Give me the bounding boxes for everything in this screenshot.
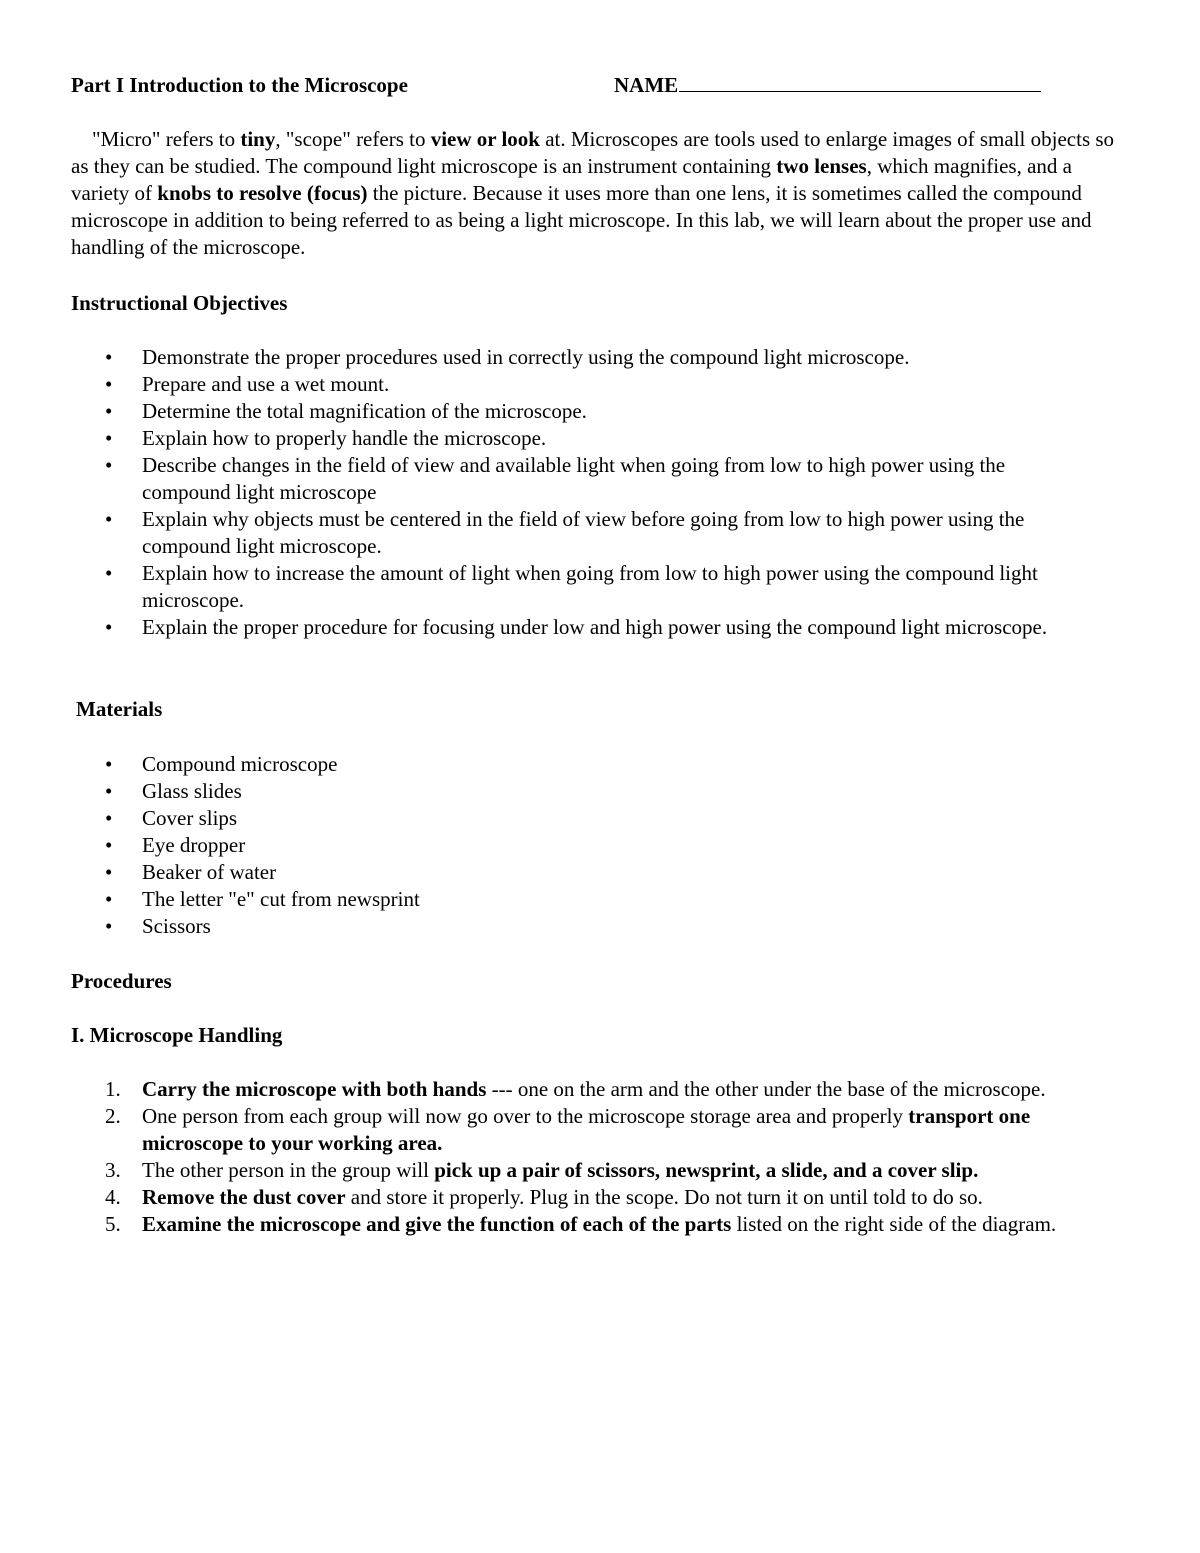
- procedures-heading: Procedures: [71, 969, 172, 993]
- step-number: 3.: [105, 1158, 121, 1182]
- bullet-marker: •: [105, 779, 113, 803]
- step-emphasis: pick up a pair of scissors, newsprint, a slide, and a cover slip.: [434, 1158, 979, 1182]
- material-text: Beaker of water: [142, 860, 277, 884]
- intro-emphasis: knobs to resolve (focus): [157, 181, 368, 205]
- procedure-steps-list: [71, 1076, 1061, 1238]
- list-item: [71, 1103, 1061, 1157]
- step-text: listed on the right side of the diagram.: [731, 1212, 1057, 1236]
- intro-emphasis: tiny: [240, 127, 276, 151]
- bullet-marker: •: [105, 426, 113, 450]
- list-item: [71, 398, 1061, 425]
- bullet-marker: •: [105, 345, 113, 369]
- document-header: [71, 72, 1131, 99]
- materials-heading: Materials: [76, 697, 163, 721]
- microscope-handling-heading: I. Microscope Handling: [71, 1023, 283, 1047]
- list-item: [71, 805, 1061, 832]
- list-item: [71, 1184, 1061, 1211]
- list-item: [71, 1211, 1061, 1238]
- list-item: [71, 859, 1061, 886]
- step-number: 1.: [105, 1077, 121, 1101]
- material-text: The letter "e" cut from newsprint: [142, 887, 420, 911]
- list-item: [71, 1157, 1061, 1184]
- bullet-marker: •: [105, 399, 113, 423]
- step-emphasis: transport one microscope to your working area.: [142, 1104, 1031, 1155]
- material-text: Compound microscope: [142, 752, 338, 776]
- intro-emphasis: two lenses: [776, 154, 867, 178]
- document-title: Part I Introduction to the Microscope: [71, 73, 408, 97]
- bullet-marker: •: [105, 914, 113, 938]
- list-item: [71, 425, 1061, 452]
- step-emphasis: Examine the microscope and give the function of each of the parts: [142, 1212, 732, 1236]
- list-item: [71, 344, 1061, 371]
- bullet-marker: •: [105, 561, 113, 585]
- list-item: [71, 614, 1061, 641]
- list-item: [71, 751, 1061, 778]
- step-number: 5.: [105, 1212, 121, 1236]
- step-number: 4.: [105, 1185, 121, 1209]
- materials-list: [71, 751, 1061, 940]
- list-item: [71, 913, 1061, 940]
- objective-text: Explain why objects must be centered in the field of view before going from low to high power using the compound light microscope.: [142, 507, 1025, 558]
- objective-text: Explain how to properly handle the microscope.: [142, 426, 547, 450]
- list-item: [71, 560, 1061, 614]
- material-text: Eye dropper: [142, 833, 246, 857]
- list-item: [71, 778, 1061, 805]
- material-text: Scissors: [142, 914, 211, 938]
- step-text: and store it properly. Plug in the scope. Do not turn it on until told to do so.: [345, 1185, 983, 1209]
- objectives-heading: Instructional Objectives: [71, 291, 288, 315]
- bullet-marker: •: [105, 860, 113, 884]
- material-text: Glass slides: [142, 779, 242, 803]
- step-emphasis: Remove the dust cover: [142, 1185, 346, 1209]
- bullet-marker: •: [105, 507, 113, 531]
- material-text: Cover slips: [142, 806, 238, 830]
- name-field[interactable]: [614, 72, 1041, 99]
- bullet-marker: •: [105, 453, 113, 477]
- objective-text: Demonstrate the proper procedures used in correctly using the compound light microscope.: [142, 345, 910, 369]
- objective-text: Explain the proper procedure for focusing under low and high power using the compound light microscope.: [142, 615, 1048, 639]
- bullet-marker: •: [105, 752, 113, 776]
- list-item: [71, 832, 1061, 859]
- objectives-list: [71, 344, 1061, 641]
- objective-text: Determine the total magnification of the microscope.: [142, 399, 587, 423]
- step-text: --- one on the arm and the other under the base of the microscope.: [486, 1077, 1046, 1101]
- bullet-marker: •: [105, 372, 113, 396]
- intro-text: , which magnifies, and a variety of: [71, 154, 1072, 205]
- bullet-marker: •: [105, 833, 113, 857]
- intro-text: at. Microscopes are tools used to enlarge images of small objects so as they can be studied. The compound light microscope is an instrument containing: [71, 127, 1115, 178]
- objective-text: Explain how to increase the amount of light when going from low to high power using the compound light microscope.: [142, 561, 1038, 612]
- bullet-marker: •: [105, 887, 113, 911]
- bullet-marker: •: [105, 615, 113, 639]
- list-item: [71, 506, 1061, 560]
- list-item: [71, 371, 1061, 398]
- intro-text: the picture. Because it uses more than one lens, it is sometimes called the compound microscope in addition to being referred to as being a light microscope. In this lab, we will learn about the proper use and handling of the microscope.: [71, 181, 1092, 259]
- intro-paragraph: [71, 126, 1131, 261]
- name-label: NAME: [614, 73, 679, 97]
- objective-text: Prepare and use a wet mount.: [142, 372, 390, 396]
- intro-text: , "scope" refers to: [275, 127, 431, 151]
- list-item: [71, 452, 1061, 506]
- step-text: One person from each group will now go over to the microscope storage area and properly: [142, 1104, 909, 1128]
- step-number: 2.: [105, 1104, 121, 1128]
- intro-emphasis: view or look: [430, 127, 540, 151]
- name-blank-line: [679, 73, 1041, 92]
- bullet-marker: •: [105, 806, 113, 830]
- step-text: The other person in the group will: [142, 1158, 435, 1182]
- objective-text: Describe changes in the field of view and available light when going from low to high power using the compound light microscope: [142, 453, 1006, 504]
- list-item: [71, 886, 1061, 913]
- list-item: [71, 1076, 1061, 1103]
- intro-text: "Micro" refers to: [92, 127, 241, 151]
- step-emphasis: Carry the microscope with both hands: [142, 1077, 487, 1101]
